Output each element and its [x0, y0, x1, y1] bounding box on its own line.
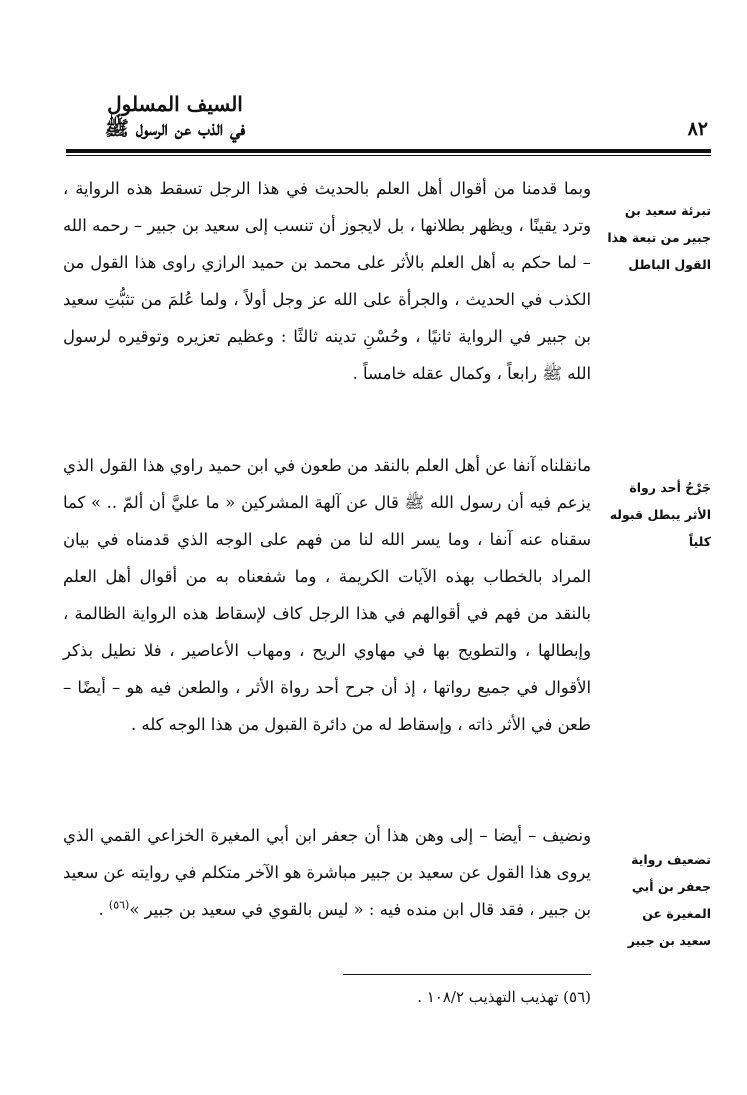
paragraph-3-end-mark: . [98, 900, 104, 919]
paragraph-2: مانقلناه آنفا عن أهل العلم بالنقد من طعون في ابن حميد راوي هذا القول الذي يزعم فيه أن رسول الله ﷺ قال عن آلهة المشركين « ما عليَّ أن ألمّ .. » كما سقناه عنه آنفا ، وما يسر الله لنا من فهم على الوجه الذي قدمناه في بيان المراد بالخطاب بهذه الآيات الكريمة ، وما شفعناه به من أقوال أهل العلم بالنقد من فهم في أقوالهم في هذا الرجل كاف لإسقاط هذه الرواية الظالمة ، وإبطالها ، والتطويح بها في مهاوي الريح ، ومهاب الأعاصير ، فلا نطيل بذكر الأقوال في جميع رواتها ، إذ أن جرح أحد رواة الأثر ، والطعن فيه هو – أيضًا – طعن في الأثر ذاته ، وإسقاط له من دائرة القبول من هذا الوجه كله . [63, 456, 591, 734]
paragraph-3-text: ونضيف – أيضا – إلى وهن هذا أن جعفر ابن أبي المغيرة الخزاعي القمي الذي يروى هذا القول عن سعيد بن جبير مباشرة هو الآخر متكلم في روايته عن سعيد بن جبير ، فقد قال ابن منده فيه : « ليس بالقوي في سعيد بن جبير » [63, 826, 591, 919]
page-number: ٨٢ [687, 118, 708, 140]
header-rule-thick [66, 149, 711, 153]
paragraph-3 [63, 817, 591, 928]
footnote: (٥٦) تهذيب التهذيب ١٠٨/٢ . [417, 988, 591, 1006]
margin-note-3: تضعيف رواية جعفر بن أبي المغيرة عن سعيد بن جبير [627, 852, 711, 948]
book-title-line2: في الذب عن الرسول ﷺ [104, 116, 246, 140]
book-title-line1: السيف المسلول [107, 92, 243, 116]
footnote-reference: (٥٦) [108, 898, 130, 912]
footnote-separator [343, 974, 591, 975]
paragraph-1: وبما قدمنا من أقوال أهل العلم بالحديث في هذا الرجل تسقط هذه الرواية ، وترد يقينًا ، ويظهر بطلانها ، بل لايجوز أن تنسب إلى سعيد بن جبير – رحمه الله – لما حكم به أهل العلم بالأثر على محمد بن حميد الرازي راوى هذا القول من الكذب في الحديث ، والجرأة على الله عز وجل أولاً ، ولما عُلمَ من تثبُّتِ سعيد بن جبير في الرواية ثانيًا ، وحُسْنِ تدينه ثالثًا : وعظيم تعزيره وتوقيره لرسول الله ﷺ رابعاً ، وكمال عقله خامساً . [63, 179, 591, 383]
margin-note-1: تبرئة سعيد بن جبير من تبعة هذا القول الباطل [607, 203, 711, 272]
running-header-title [60, 92, 290, 140]
header-rule-thin [66, 155, 711, 156]
margin-note-2: جَرْحُ أحد رواة الأثر يبطل قبوله كلياً [609, 480, 711, 549]
